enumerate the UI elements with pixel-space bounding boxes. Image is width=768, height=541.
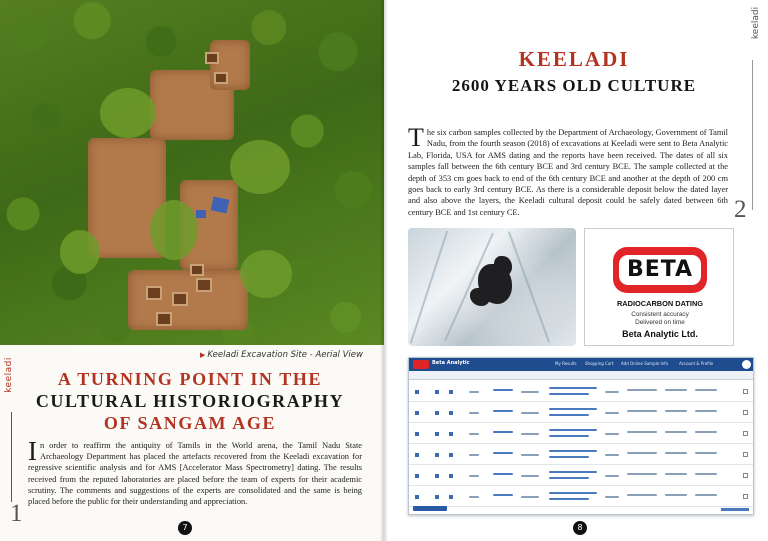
cell-text [695,494,717,496]
cell-text [605,454,619,456]
cell-text [605,433,619,435]
cell-link [493,431,513,433]
cell-link [549,429,597,431]
cell-link [549,450,597,452]
drop-cap: I [28,436,37,466]
cell-link [549,408,597,410]
tree-cluster [150,200,198,260]
cell-text [627,473,657,475]
cell-text [469,496,479,498]
pdf-icon [415,432,419,436]
report-nav-item: Account & Profile [679,361,714,366]
pdf-icon [435,453,439,457]
cell-link [549,471,597,473]
page-number: 7 [178,521,192,535]
blue-tarp [211,196,230,213]
left-body-text [28,436,362,507]
cell-text [605,391,619,393]
spine-shadow [380,0,388,541]
cell-text [665,431,687,433]
report-column-headers [409,371,754,380]
cell-text [665,410,687,412]
report-row [409,424,754,444]
pdf-icon [449,453,453,457]
cell-link [549,393,589,395]
left-heading [30,368,350,434]
cell-text [605,496,619,498]
row-checkbox[interactable] [743,431,748,436]
beta-analytic-logo [584,228,734,346]
caption-arrow-icon: ▶ [200,351,206,359]
pdf-icon [449,411,453,415]
pdf-icon [435,432,439,436]
side-label-text: keeladi [3,357,14,393]
report-header [409,358,754,371]
caption-text: Keeladi Excavation Site - Aerial View [207,350,363,360]
trench-pit [214,72,228,84]
beta-slogan-1: Consistent accuracy [631,311,689,318]
cell-text [665,494,687,496]
trench-pit [146,286,162,300]
row-checkbox[interactable] [743,473,748,478]
cell-text [627,410,657,412]
row-checkbox[interactable] [743,494,748,499]
charcoal-sample [494,256,512,276]
photo-caption [200,350,363,360]
page-number: 8 [573,521,587,535]
right-page [384,0,768,541]
trench-pit [190,264,204,276]
heading-line-2: CULTURAL HISTORIOGRAPHY [35,391,345,411]
cell-text [521,475,539,477]
cell-text [695,473,717,475]
beta-logo-text: BETA [619,255,701,285]
pdf-icon [415,474,419,478]
side-label-left [3,352,15,512]
beta-logo-icon [413,360,429,369]
tree-cluster [100,88,156,138]
home-icon [742,360,751,369]
report-row [409,403,754,423]
trench-pit [205,52,219,64]
section-number: 2 [734,196,747,223]
cell-link [549,456,589,458]
cell-text [627,494,657,496]
cell-link [549,435,589,437]
cell-link [493,452,513,454]
pdf-icon [435,474,439,478]
pdf-icon [415,411,419,415]
report-nav-item: Shopping Cart [585,361,614,366]
report-nav-item: My Results [555,361,577,366]
charcoal-sample [470,288,490,306]
pdf-icon [449,432,453,436]
pdf-icon [415,495,419,499]
pdf-icon [435,495,439,499]
cell-text [469,433,479,435]
paragraph: he six carbon samples collected by the Department of Archaeology, Government of Tamil Nadu, from the fourth season (2018) of excavations at Keeladi were sent to Beta Analytic Lab, Florida, USA for AMS dating and the reports have been received. The dates of all six samples fall between the 6th century BCE and 3rd century BCE. The sample collected at the depth of 353 cm goes back to end of the 6th century BCE and another at the depth of 200 cm goes back to early 3rd century BCE. As there is a considerable deposit below the dated layer and also above the layers, the Keeladi cultural deposit could be safely dated between 6th century BCE and 1st century CE. [408,128,728,217]
side-divider [752,60,753,210]
cell-text [695,452,717,454]
cell-text [665,452,687,454]
cell-text [665,473,687,475]
cell-text [521,391,539,393]
cell-link [549,387,597,389]
lab-report-screenshot [408,357,754,515]
report-footer-button[interactable] [413,506,447,511]
report-row [409,487,754,507]
cell-link [549,498,589,500]
heading-line-3: OF SANGAM AGE [103,413,277,433]
trench-pit [156,312,172,326]
beta-slogan-2: Delivered on time [635,319,685,326]
side-label-right [736,8,762,68]
tree-cluster [240,250,292,298]
cell-text [469,412,479,414]
section-number: 1 [10,500,23,527]
row-checkbox[interactable] [743,389,748,394]
trench-pit [172,292,188,306]
report-row [409,445,754,465]
pdf-icon [435,390,439,394]
trench-pit [196,278,212,292]
report-footer-link[interactable] [721,508,749,511]
report-row [409,382,754,402]
report-brand: Beta Analytic [432,360,470,366]
bag-fold [410,231,448,344]
cell-text [469,391,479,393]
pdf-icon [415,453,419,457]
cell-text [695,389,717,391]
cell-text [695,410,717,412]
cell-link [493,494,513,496]
cell-link [493,410,513,412]
cell-text [469,454,479,456]
tree-cluster [60,230,100,274]
side-label-text: keeladi [751,6,762,40]
tree-cluster [230,140,290,194]
cell-text [521,433,539,435]
bag-fold [508,231,550,343]
carbon-sample-photo [408,228,576,346]
drop-cap: T [408,123,424,152]
cell-text [521,412,539,414]
beta-tagline: RADIOCARBON DATING [616,299,704,308]
row-checkbox[interactable] [743,452,748,457]
paragraph: n order to reaffirm the antiquity of Tamils in the World arena, the Tamil Nadu State Archaeology Department has placed the artefacts recovered from the Keeladi excavation for regressive scientific analysis and for AMS [Accelerator Mass Spectrometry] dating. The results received from the reputed laboratories are placed before the team of experts for their academic scrutiny. The comments and suggestions of the experts are consolidated and the same is being placed before the public for their understanding and appreciation. [28,441,362,507]
cell-link [493,473,513,475]
report-row [409,466,754,486]
pdf-icon [435,411,439,415]
side-divider [11,412,12,502]
cell-link [493,389,513,391]
cell-text [605,475,619,477]
beta-logo-badge [613,247,707,293]
cell-link [549,477,589,479]
cell-link [549,414,589,416]
cell-text [627,431,657,433]
cell-text [521,454,539,456]
row-checkbox[interactable] [743,410,748,415]
cell-text [521,496,539,498]
cell-text [695,431,717,433]
right-body-text [408,123,728,218]
pdf-icon [415,390,419,394]
pdf-icon [449,495,453,499]
pdf-icon [449,390,453,394]
heading-line-1: KEELADI [518,47,630,71]
heading-line-2: 2600 YEARS OLD CULTURE [451,76,697,95]
cell-text [627,389,657,391]
excavation-area [128,270,248,330]
cell-text [665,389,687,391]
pdf-icon [449,474,453,478]
report-nav-item: Add Online Sample Info [621,361,669,366]
cell-text [605,412,619,414]
right-heading [414,47,734,96]
aerial-photo [0,0,384,345]
beta-brand-name: Beta Analytic Ltd. [622,329,698,339]
cell-link [549,492,597,494]
heading-line-1: A TURNING POINT IN THE [57,369,323,389]
cell-text [469,475,479,477]
blue-tarp [196,210,206,218]
cell-text [627,452,657,454]
